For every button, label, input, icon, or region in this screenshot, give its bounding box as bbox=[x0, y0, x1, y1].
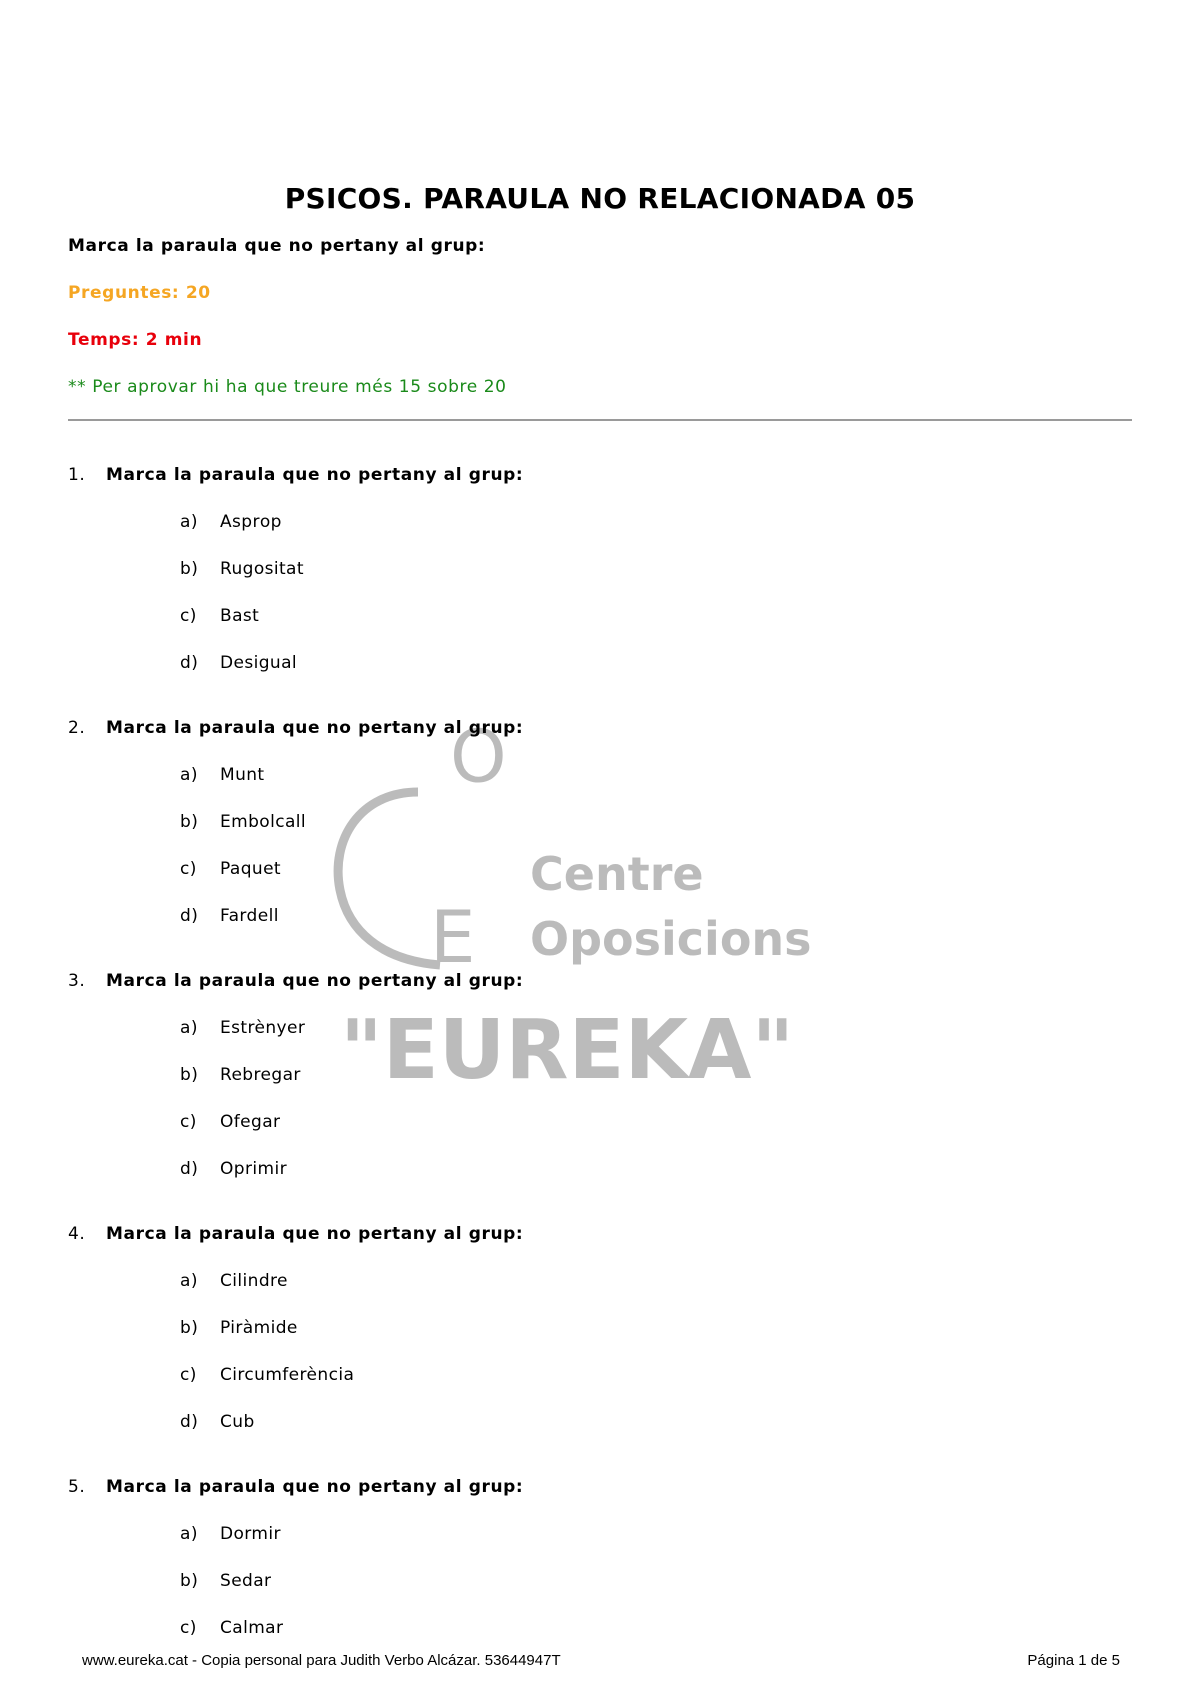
option-label: a) bbox=[180, 765, 198, 785]
option-a[interactable] bbox=[180, 512, 282, 532]
question-heading bbox=[68, 718, 523, 738]
eureka-watermark-logo bbox=[340, 714, 880, 1140]
question-number: 1. bbox=[68, 465, 86, 485]
option-text: Rugositat bbox=[220, 559, 304, 579]
option-b[interactable] bbox=[180, 559, 304, 579]
option-text: Oprimir bbox=[220, 1159, 287, 1179]
option-text: Munt bbox=[220, 765, 265, 785]
option-label: a) bbox=[180, 1018, 198, 1038]
option-text: Ofegar bbox=[220, 1112, 281, 1132]
option-text: Dormir bbox=[220, 1524, 281, 1544]
option-a[interactable] bbox=[180, 1271, 288, 1291]
option-label: d) bbox=[180, 1159, 199, 1179]
option-text: Paquet bbox=[220, 859, 281, 879]
option-text: Bast bbox=[220, 606, 260, 626]
option-label: d) bbox=[180, 1412, 199, 1432]
footer-copyright: www.eureka.cat - Copia personal para Judith Verbo Alcázar. 53644947T bbox=[82, 1652, 561, 1669]
option-label: a) bbox=[180, 1271, 198, 1291]
option-label: b) bbox=[180, 1571, 199, 1591]
option-label: b) bbox=[180, 559, 199, 579]
option-label: d) bbox=[180, 906, 199, 926]
option-label: d) bbox=[180, 653, 199, 673]
option-text: Cub bbox=[220, 1412, 255, 1432]
option-text: Circumferència bbox=[220, 1365, 355, 1385]
question-heading bbox=[68, 1224, 523, 1244]
question-number: 5. bbox=[68, 1477, 86, 1497]
divider bbox=[68, 419, 1132, 421]
option-a[interactable] bbox=[180, 1018, 305, 1038]
question-heading bbox=[68, 971, 523, 991]
question-number: 2. bbox=[68, 718, 86, 738]
option-text: Fardell bbox=[220, 906, 279, 926]
option-b[interactable] bbox=[180, 1318, 298, 1338]
option-label: c) bbox=[180, 1112, 197, 1132]
question-heading bbox=[68, 1477, 523, 1497]
pass-note: ** Per aprovar hi ha que treure més 15 sobre 20 bbox=[68, 377, 507, 397]
option-text: Rebregar bbox=[220, 1065, 301, 1085]
option-label: c) bbox=[180, 1365, 197, 1385]
question-text: Marca la paraula que no pertany al grup: bbox=[106, 465, 524, 485]
option-c[interactable] bbox=[180, 1365, 354, 1385]
option-a[interactable] bbox=[180, 765, 264, 785]
option-text: Sedar bbox=[220, 1571, 272, 1591]
option-label: c) bbox=[180, 859, 197, 879]
option-b[interactable] bbox=[180, 1065, 301, 1085]
instruction-text: Marca la paraula que no pertany al grup: bbox=[68, 236, 486, 256]
watermark-arc bbox=[338, 792, 440, 965]
watermark-centre: Centre bbox=[530, 847, 704, 901]
option-d[interactable] bbox=[180, 906, 279, 926]
option-d[interactable] bbox=[180, 1159, 287, 1179]
option-d[interactable] bbox=[180, 653, 297, 673]
option-c[interactable] bbox=[180, 1618, 283, 1638]
question-text: Marca la paraula que no pertany al grup: bbox=[106, 971, 524, 991]
option-text: Cilindre bbox=[220, 1271, 288, 1291]
question-text: Marca la paraula que no pertany al grup: bbox=[106, 718, 524, 738]
question-number: 3. bbox=[68, 971, 86, 991]
option-text: Desigual bbox=[220, 653, 298, 673]
question-count: Preguntes: 20 bbox=[68, 283, 211, 303]
option-text: Calmar bbox=[220, 1618, 284, 1638]
option-b[interactable] bbox=[180, 1571, 271, 1591]
option-label: b) bbox=[180, 1065, 199, 1085]
option-label: c) bbox=[180, 1618, 197, 1638]
question-text: Marca la paraula que no pertany al grup: bbox=[106, 1224, 524, 1244]
page-title: PSICOS. PARAULA NO RELACIONADA 05 bbox=[284, 182, 916, 215]
option-label: a) bbox=[180, 512, 198, 532]
option-label: b) bbox=[180, 1318, 199, 1338]
question-heading bbox=[68, 465, 523, 485]
option-b[interactable] bbox=[180, 812, 306, 832]
watermark-eureka: "EUREKA" bbox=[340, 1003, 795, 1098]
option-c[interactable] bbox=[180, 606, 259, 626]
option-text: Estrènyer bbox=[220, 1018, 306, 1038]
watermark-oposicions: Oposicions bbox=[530, 912, 812, 966]
option-c[interactable] bbox=[180, 859, 281, 879]
option-text: Embolcall bbox=[220, 812, 307, 832]
option-a[interactable] bbox=[180, 1524, 281, 1544]
watermark-letter-o: O bbox=[450, 714, 507, 799]
option-text: Asprор bbox=[220, 512, 282, 532]
page-number: Página 1 de 5 bbox=[1027, 1652, 1120, 1669]
option-c[interactable] bbox=[180, 1112, 280, 1132]
option-label: b) bbox=[180, 812, 199, 832]
time-limit: Temps: 2 min bbox=[68, 330, 203, 350]
option-d[interactable] bbox=[180, 1412, 255, 1432]
question-number: 4. bbox=[68, 1224, 86, 1244]
question-text: Marca la paraula que no pertany al grup: bbox=[106, 1477, 524, 1497]
option-label: a) bbox=[180, 1524, 198, 1544]
option-label: c) bbox=[180, 606, 197, 626]
option-text: Piràmide bbox=[220, 1318, 298, 1338]
watermark-letter-e: E bbox=[430, 895, 476, 979]
